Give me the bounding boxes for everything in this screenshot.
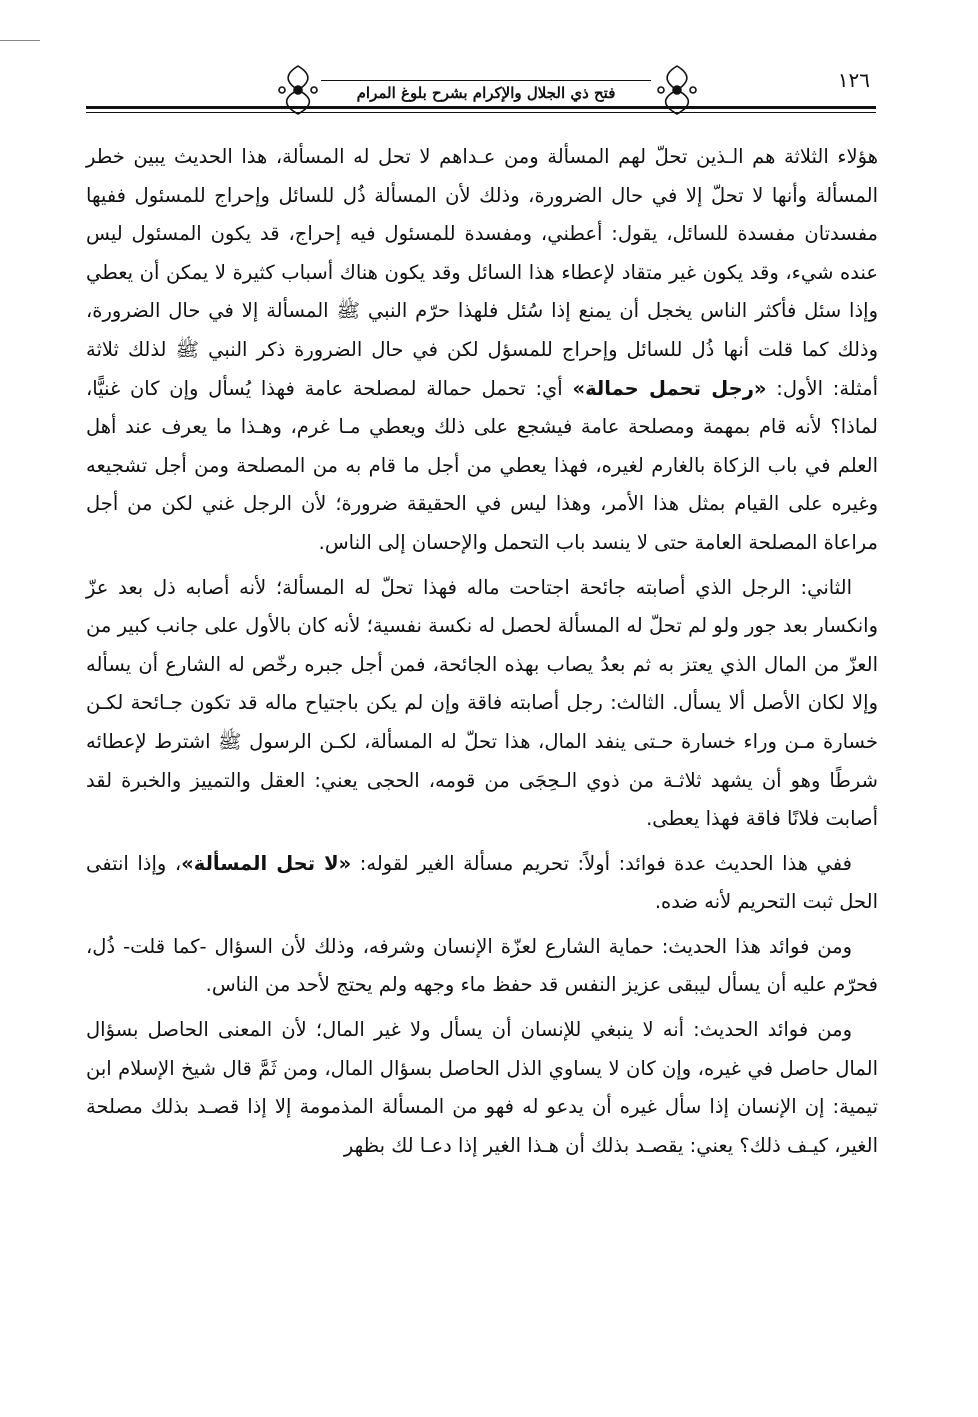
paragraph [86,569,878,839]
paragraph [86,928,878,1005]
book-title: فتح ذي الجلال والإكرام بشرح بلوغ المرام [346,84,626,102]
text-segment: ، وإذا انتفى الحل ثبت التحريم لأنه ضده. [86,851,878,914]
text-segment: ففي هذا الحديث عدة فوائد: أولاً: تحريم مسألة الغير لقوله: [351,851,852,875]
text-segment: ومن فوائد الحديث: أنه لا ينبغي للإنسان أن يسأل ولا غير المال؛ لأن المعنى الحاصل بسؤال المال حاصل في غيره، وإن كان لا يساوي الذل الحاصل بسؤال المال، ومن ثَمَّ قال شيخ الإسلام ابن تيمية: إن الإنسان إذا سأل غيره أن يدعو له فهو من المسألة المذمومة إلا إذا قصـد بذلك مصلحة الغير، كيـف ذلك؟ يعني: يقصـد بذلك أن هـذا الغير إذا دعـا لك بظهر [86,1018,878,1157]
ornament-left-icon [274,62,322,118]
header-rule-top [321,80,651,81]
body-text [86,138,878,1165]
page-number: ١٢٦ [837,68,870,92]
paragraph [86,138,878,563]
ornament-right-icon [653,62,701,118]
text-segment: هؤلاء الثلاثة هم الـذين تحلّ لهم المسألة ومن عـداهم لا تحل له المسألة، هذا الحديث يبين خطر المسألة وأنها لا تحلّ إلا في حال الضرورة، وذلك لأن المسألة ذُل للسائل وإحراج للمسئول ففيها مفسدتان مفسدة للسائل، يقول: أعطني، ومفسدة للمسئول فيه إحراج، قد يكون المسئول ليس عنده شيء، وقد يكون غير متقاد لإعطاء هذا السائل وقد يكون هناك أسباب كثيرة لا يمكن أن يعطي وإذا سئل فأكثر الناس يخجل أن يمنع إذا سُئل فلهذا حرّم النبي ﷺ المسألة إلا في حال الضرورة، وذلك كما قلت أنها ذُل للسائل وإحراج للمسؤل لكن في حال الضرورة ذكر النبي ﷺ لذلك ثلاثة أمثلة: الأول: [86,145,878,400]
page-header [86,62,876,122]
hadith-quote: «رجل تحمل حمالة» [572,376,767,400]
header-rule-thin [86,112,876,113]
hadith-quote: «لا تحل المسألة» [181,851,352,875]
text-segment: ومن فوائد هذا الحديث: حماية الشارع لعزّة الإنسان وشرفه، وذلك لأن السؤال -كما قلت- ذُل، فحرّم عليه أن يسأل ليبقى عزيز النفس قد حفظ ماء وجهه ولم يحتج لأحد من الناس. [86,934,878,997]
paragraph [86,845,878,922]
text-segment: الثاني: الرجل الذي أصابته جائحة اجتاحت ماله فهذا تحلّ له المسألة؛ لأنه أصابه ذل بعد عزّ وانكسار بعد جور ولو لم تحلّ له المسألة لحصل له نكسة نفسية؛ لأنه كان بالأول على جانب كبير من العزّ من المال الذي يعتز به ثم بعدُ يصاب بهذه الجائحة، فمن أجل جبره رخّص له الشارع أن يسأله وإلا لكان الأصل ألا يسأل. الثالث: رجل أصابته فاقة وإن لم يكن باجتياح ماله قد تكون جـائحة لكـن خسارة مـن وراء خسارة حـتى ينفد المال، هذا تحلّ له المسألة، لكـن الرسول ﷺ اشترط لإعطائه شرطًا وهو أن يشهد ثلاثـة من ذوي الـحِجَى من قومه، الحجى يعني: العقل والتمييز والخبرة لقد أصابت فلانًا فاقة فهذا يعطى. [86,575,878,831]
text-segment: أي: تحمل حمالة لمصلحة عامة فهذا يُسأل وإن كان غنيًّا، لماذا؟ لأنه قام بمهمة ومصلحة عامة فيشجع على ذلك ويعطي مـا غرم، وهـذا ما يعرف عند أهل العلم في باب الزكاة بالغارم لغيره، فهذا يعطي من أجل ما قام به من المصلحة ومن أجل تشجيعه وغيره على القيام بمثل هذا الأمر، وهذا ليس في الحقيقة ضرورة؛ لأن الرجل غني لكن من أجل مراعاة المصلحة العامة حتى لا ينسد باب التحمل والإحسان إلى الناس. [86,376,878,554]
scan-edge-mark [0,40,40,41]
paragraph [86,1011,878,1165]
header-rule-thick [86,106,876,109]
